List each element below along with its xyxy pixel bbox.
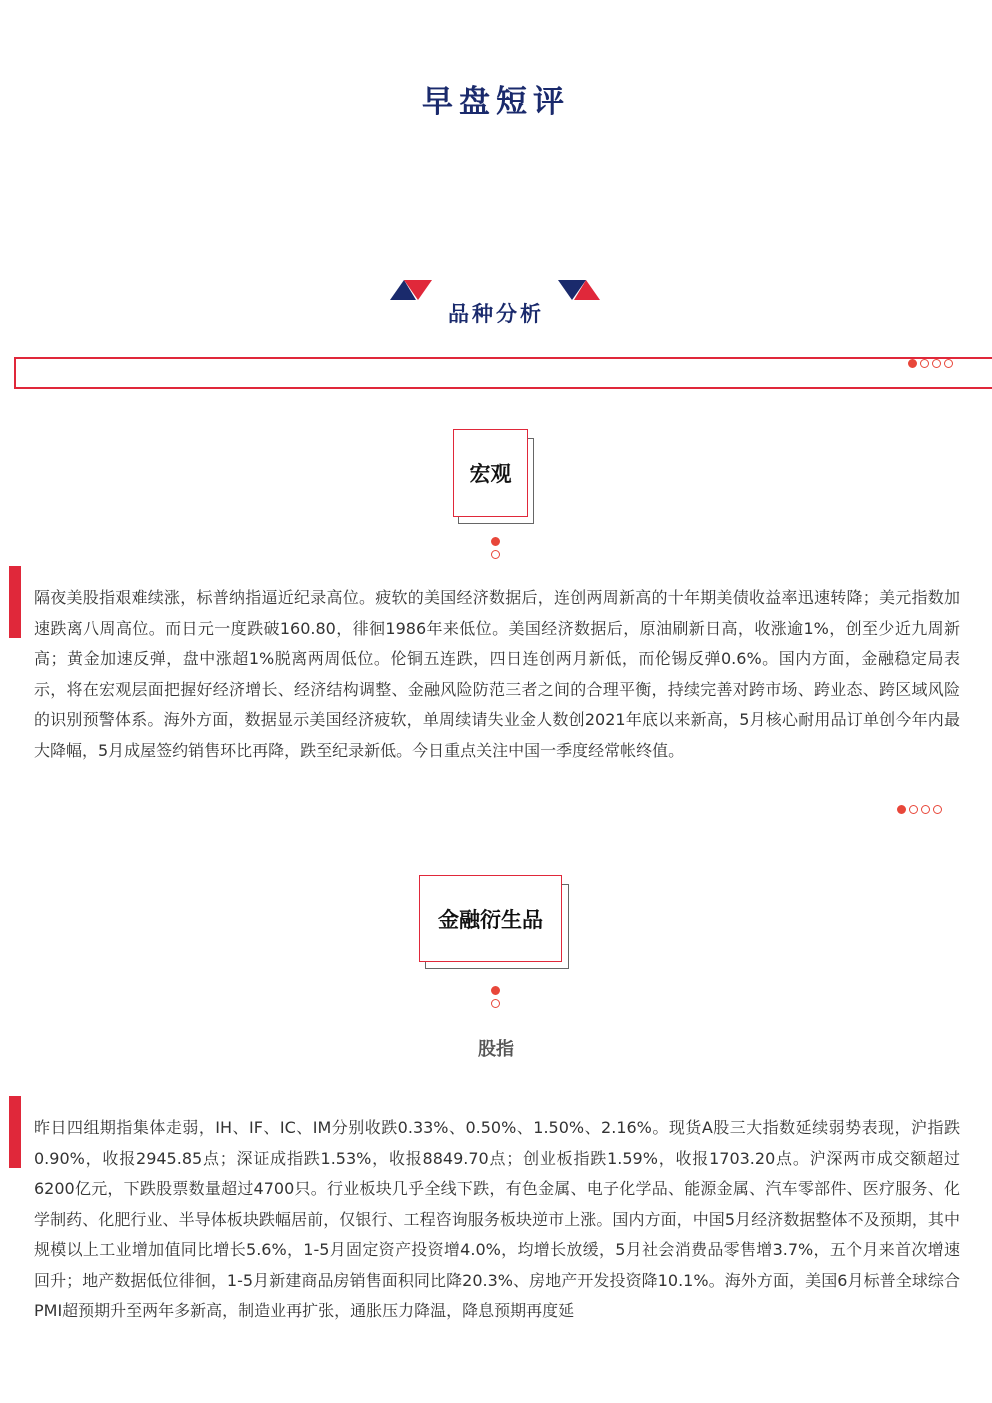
paragraph-marker [9, 566, 21, 638]
dot-filled-icon [908, 359, 917, 368]
dot-outline-icon [909, 805, 918, 814]
pagination-dots [897, 805, 942, 814]
sub-heading: 股指 [478, 1039, 514, 1060]
macro-heading: 宏观 [469, 462, 512, 486]
dot-outline-icon [921, 805, 930, 814]
dot-outline-icon [491, 999, 500, 1008]
dot-outline-icon [491, 550, 500, 559]
dot-filled-icon [491, 537, 500, 546]
derivatives-paragraph: 昨日四组期指集体走弱，IH、IF、IC、IM分别收跌0.33%、0.50%、1.50%、2.16%。现货A股三大指数延续弱势表现，沪指跌0.90%，收报2945.85点；深证成指跌1.53%，收报8849.70点；创业板指跌1.59%，收报1703.20点。沪深两市成交额超过6200亿元，下跌股票数量超过4700只。行业板块几乎全线下跌，有色金属、电子化学品、能源金属、汽车零部件、医疗服务、化学制药、化肥行业、半导体板块跌幅居前，仅银行、工程咨询服务板块逆市上涨。国内方面，中国5月经济数据整体不及预期，其中规模以上工业增加值同比增长5.6%，1-5月固定资产投资增4.0%，均增长放缓，5月社会消费品零售增3.7%，五个月来首次增速回升；地产数据低位徘徊，1-5月新建商品房销售面积同比降20.3%、房地产开发投资降10.1%。海外方面，美国6月标普全球综合PMI超预期升至两年多新高，制造业再扩张，通胀压力降温，降息预期再度延 [34, 1118, 960, 1320]
paragraph-marker [9, 1096, 21, 1168]
derivatives-heading-box [419, 875, 562, 962]
dot-filled-icon [897, 805, 906, 814]
macro-paragraph: 隔夜美股指艰难续涨，标普纳指逼近纪录高位。疲软的美国经济数据后，连创两周新高的十年期美债收益率迅速转降；美元指数加速跌离八周高位。而日元一度跌破160.80，徘徊1986年来低位。美国经济数据后，原油刷新日高，收涨逾1%，创至少近九周新高；黄金加速反弹，盘中涨超1%脱离两周低位。伦铜五连跌，四日连创两月新低，而伦锡反弹0.6%。国内方面，金融稳定局表示，将在宏观层面把握好经济增长、经济结构调整、金融风险防范三者之间的合理平衡，持续完善对跨市场、跨业态、跨区域风险的识别预警体系。海外方面，数据显示美国经济疲软，单周续请失业金人数创2021年底以来新高，5月核心耐用品订单创今年内最大降幅，5月成屋签约销售环比再降，跌至纪录新低。今日重点关注中国一季度经常帐终值。 [34, 588, 960, 760]
section-divider-bar [14, 357, 992, 389]
pagination-dots [908, 359, 953, 368]
section-title: 品种分析 [448, 302, 544, 326]
page-title: 早盘短评 [422, 84, 570, 120]
dot-filled-icon [491, 986, 500, 995]
derivatives-heading: 金融衍生品 [438, 907, 543, 932]
macro-heading-box [453, 429, 528, 517]
dot-outline-icon [920, 359, 929, 368]
dot-outline-icon [933, 805, 942, 814]
dot-outline-icon [932, 359, 941, 368]
dot-outline-icon [944, 359, 953, 368]
